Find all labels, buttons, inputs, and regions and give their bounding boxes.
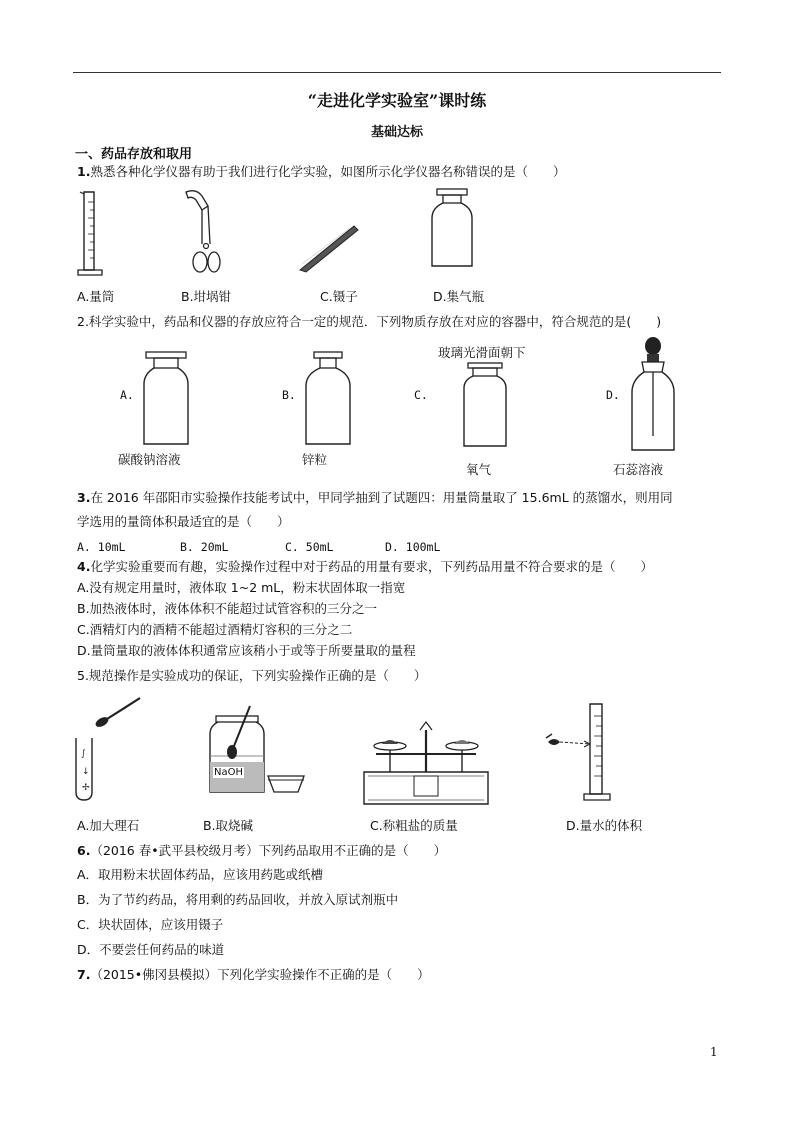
question-2-text: 2.科学实验中，药品和仪器的存放应符合一定的规范．下列物质存放在对应的容器中，符合规范的是( ) <box>77 314 662 329</box>
question-1-text: 熟悉各种化学仪器有助于我们进行化学实验，如图所示化学仪器名称错误的是（ ） <box>90 164 566 179</box>
question-4-text: 化学实验重要而有趣，实验操作过程中对于药品的用量有要求，下列药品用量不符合要求的是（ ） <box>90 559 653 574</box>
q5-option-b: B.取烧碱 <box>203 818 254 833</box>
question-3-line1: 在 2016 年邵阳市实验操作技能考试中，甲同学抽到了试题四：用量筒量取了 15.6mL 的蒸馏水，则用同 <box>90 490 673 505</box>
question-3-line2: 学选用的量筒体积最适宜的是（ ） <box>77 514 290 529</box>
svg-text:∫: ∫ <box>81 749 86 759</box>
narrow-mouth-bottle-icon <box>302 350 354 446</box>
question-4 <box>77 557 653 575</box>
q5-option-a: A.加大理石 <box>77 818 140 833</box>
q6-option-b: B．为了节约药品，将用剩的药品回收，并放入原试剂瓶中 <box>77 892 399 907</box>
question-3 <box>77 488 673 506</box>
q4-option-b: B.加热液体时，液体体积不能超过试管容积的三分之一 <box>77 601 378 616</box>
q4-option-a: A.没有规定用量时，液体取 1~2 mL，粉末状固体取一指宽 <box>77 580 406 595</box>
page-title: “走进化学实验室”课时练 <box>307 91 487 110</box>
question-4-number: 4. <box>77 559 91 574</box>
question-7-number: 7. <box>77 967 91 982</box>
q1-option-c: C.镊子 <box>320 289 358 304</box>
header-rule <box>73 72 721 73</box>
q5-option-d: D.量水的体积 <box>566 818 643 833</box>
eye-reading-cylinder-icon <box>544 702 614 802</box>
q4-option-d: D.量筒量取的液体体积通常应该稍小于或等于所要量取的量程 <box>77 643 416 658</box>
q6-option-a: A．取用粉末状固体药品，应该用药匙或纸槽 <box>77 867 324 882</box>
wide-mouth-bottle-icon <box>140 350 192 446</box>
q2-option-a: A. <box>120 388 134 402</box>
question-1 <box>77 162 565 180</box>
page-subtitle: 基础达标 <box>370 125 423 140</box>
naoh-bottle-with-spoon-icon <box>206 706 328 798</box>
question-6-number: 6. <box>77 843 91 858</box>
gas-collecting-bottle-icon <box>428 188 476 270</box>
q5-option-c: C.称粗盐的质量 <box>370 818 458 833</box>
q2-option-c: C. <box>414 388 428 402</box>
page-number: 1 <box>710 1045 718 1059</box>
svg-text:↓: ↓ <box>82 767 90 777</box>
q3-option-d: D. 100mL <box>385 540 441 554</box>
q1-option-d: D.集气瓶 <box>433 289 485 304</box>
question-5-text: 5.规范操作是实验成功的保证，下列实验操作正确的是（ ） <box>77 668 427 683</box>
q3-option-b: B. 20mL <box>180 540 229 554</box>
naoh-label: NaOH <box>214 767 243 778</box>
q1-option-a: A.量筒 <box>77 289 115 304</box>
svg-text:✢: ✢ <box>82 783 90 793</box>
q6-option-d: D．不要尝任何药品的味道 <box>77 942 225 957</box>
q2-caption-c: 氧气 <box>466 462 492 477</box>
question-6-text: （2016 春•武平县校级月考）下列药品取用不正确的是（ ） <box>90 843 447 858</box>
q1-option-b: B.坩埚钳 <box>181 289 232 304</box>
question-7 <box>77 965 430 983</box>
q2-caption-b: 锌粒 <box>302 452 328 467</box>
question-1-number: 1. <box>77 164 91 179</box>
section-heading: 一、药品存放和取用 <box>75 147 193 162</box>
q6-option-c: C．块状固体，应该用镊子 <box>77 917 224 932</box>
tweezers-icon <box>296 222 360 276</box>
q2-caption-a: 碳酸钠溶液 <box>118 452 181 467</box>
q3-option-c: C. 50mL <box>285 540 334 554</box>
question-6 <box>77 841 446 859</box>
gas-jar-icon <box>460 362 510 448</box>
q2-caption-d: 石蕊溶液 <box>613 462 664 477</box>
test-tube-with-spoon-icon <box>74 694 150 804</box>
dropper-bottle-icon <box>628 336 678 454</box>
crucible-tongs-icon <box>172 186 228 278</box>
q3-option-a: A. 10mL <box>77 540 126 554</box>
q2-note: 玻璃光滑面朝下 <box>438 345 526 360</box>
question-3-number: 3. <box>77 490 91 505</box>
balance-scale-icon <box>362 720 490 806</box>
question-7-text: （2015•佛冈县模拟）下列化学实验操作不正确的是（ ） <box>90 967 430 982</box>
q4-option-c: C.酒精灯内的酒精不能超过酒精灯容积的三分之二 <box>77 622 353 637</box>
q2-option-b: B. <box>282 388 296 402</box>
q2-option-d: D. <box>606 388 620 402</box>
graduated-cylinder-icon <box>74 190 114 278</box>
